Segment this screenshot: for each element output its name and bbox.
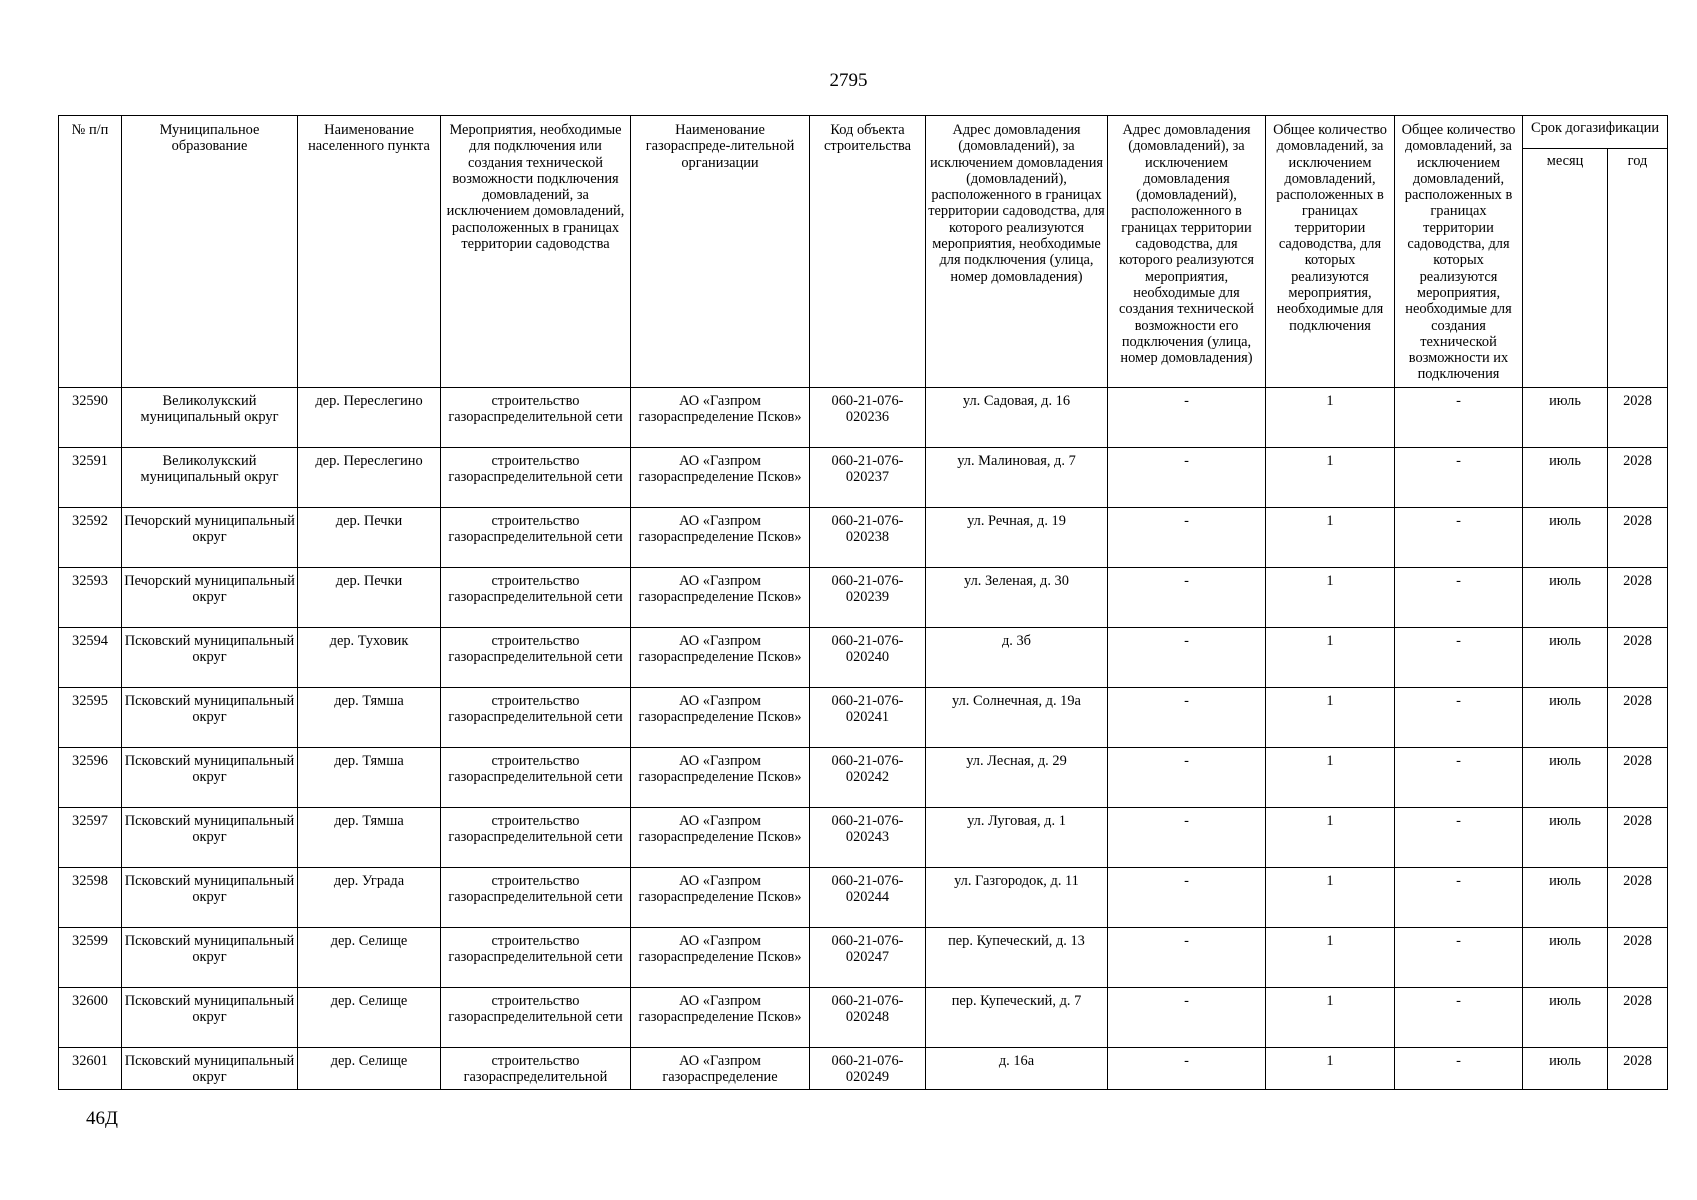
- row-municipality: Псковский муниципальный округ: [122, 628, 298, 688]
- row-measures: строительство газораспределительной сети: [441, 688, 631, 748]
- row-month: июль: [1523, 568, 1608, 628]
- row-settlement: дер. Печки: [298, 508, 441, 568]
- header-municipality: Муниципальное образование: [122, 116, 298, 388]
- row-address-tech: -: [1108, 448, 1266, 508]
- row-num: 32595: [59, 688, 122, 748]
- row-total-connect: 1: [1266, 448, 1395, 508]
- header-total-connect: Общее количество домовладений, за исключением домовладений, расположенных в границах территории садоводства, для которых реализуются мероприятия, необходимые для подключения: [1266, 116, 1395, 388]
- row-num: 32590: [59, 388, 122, 448]
- row-org: АО «Газпром газораспределение Псков»: [631, 808, 810, 868]
- row-municipality: Псковский муниципальный округ: [122, 988, 298, 1048]
- table-row: [59, 748, 1668, 808]
- row-code: 060-21-076-020244: [810, 868, 926, 928]
- row-month: июль: [1523, 1048, 1608, 1090]
- row-code: 060-21-076-020239: [810, 568, 926, 628]
- row-total-connect: 1: [1266, 748, 1395, 808]
- row-total-tech: -: [1395, 508, 1523, 568]
- row-total-connect: 1: [1266, 568, 1395, 628]
- row-measures: строительство газораспределительной сети: [441, 748, 631, 808]
- table-row: [59, 448, 1668, 508]
- table-row: [59, 388, 1668, 448]
- row-month: июль: [1523, 508, 1608, 568]
- row-year: 2028: [1608, 808, 1668, 868]
- table-header: [59, 116, 1668, 388]
- row-settlement: дер. Тямша: [298, 688, 441, 748]
- table-row: [59, 928, 1668, 988]
- row-total-tech: -: [1395, 688, 1523, 748]
- table-row: [59, 688, 1668, 748]
- row-num: 32591: [59, 448, 122, 508]
- row-code: 060-21-076-020247: [810, 928, 926, 988]
- row-total-tech: -: [1395, 748, 1523, 808]
- row-total-connect: 1: [1266, 928, 1395, 988]
- row-month: июль: [1523, 868, 1608, 928]
- row-num: 32598: [59, 868, 122, 928]
- row-address-tech: -: [1108, 928, 1266, 988]
- row-address-connect: ул. Газгородок, д. 11: [926, 868, 1108, 928]
- row-total-tech: -: [1395, 928, 1523, 988]
- row-municipality: Псковский муниципальный округ: [122, 868, 298, 928]
- row-year: 2028: [1608, 868, 1668, 928]
- row-measures: строительство газораспределительной сети: [441, 508, 631, 568]
- row-settlement: дер. Тямша: [298, 748, 441, 808]
- row-measures: строительство газораспределительной сети: [441, 628, 631, 688]
- header-address-connect: Адрес домовладения (домовладений), за исключением домовладения (домовладений), расположенного в границах территории садоводства, для которого реализуются мероприятия, необходимые для подключения (улица, номер домовладения): [926, 116, 1108, 388]
- row-code: 060-21-076-020243: [810, 808, 926, 868]
- row-settlement: дер. Селище: [298, 1048, 441, 1090]
- row-settlement: дер. Печки: [298, 568, 441, 628]
- header-month: месяц: [1523, 149, 1608, 388]
- row-settlement: дер. Селище: [298, 928, 441, 988]
- row-address-connect: д. 16а: [926, 1048, 1108, 1090]
- table-body: [59, 388, 1668, 1090]
- row-address-tech: -: [1108, 568, 1266, 628]
- row-total-tech: -: [1395, 388, 1523, 448]
- row-num: 32597: [59, 808, 122, 868]
- table-row: [59, 988, 1668, 1048]
- row-num: 32592: [59, 508, 122, 568]
- row-num: 32599: [59, 928, 122, 988]
- row-org: АО «Газпром газораспределение Псков»: [631, 688, 810, 748]
- row-month: июль: [1523, 928, 1608, 988]
- row-municipality: Псковский муниципальный округ: [122, 688, 298, 748]
- row-year: 2028: [1608, 988, 1668, 1048]
- row-municipality: Псковский муниципальный округ: [122, 748, 298, 808]
- table-row: [59, 868, 1668, 928]
- header-code: Код объекта строительства: [810, 116, 926, 388]
- row-total-connect: 1: [1266, 688, 1395, 748]
- row-address-tech: -: [1108, 1048, 1266, 1090]
- row-municipality: Печорский муниципальный округ: [122, 508, 298, 568]
- row-total-connect: 1: [1266, 988, 1395, 1048]
- gasification-table: [58, 115, 1668, 1090]
- row-org: АО «Газпром газораспределение Псков»: [631, 928, 810, 988]
- row-measures: строительство газораспределительной сети: [441, 928, 631, 988]
- row-municipality: Псковский муниципальный округ: [122, 928, 298, 988]
- row-total-tech: -: [1395, 988, 1523, 1048]
- header-address-tech: Адрес домовладения (домовладений), за исключением домовладения (домовладений), расположенного в границах территории садоводства, для которого реализуются мероприятия, необходимые для создания технической возможности его подключения (улица, номер домовладения): [1108, 116, 1266, 388]
- row-total-tech: -: [1395, 868, 1523, 928]
- row-address-tech: -: [1108, 388, 1266, 448]
- row-year: 2028: [1608, 448, 1668, 508]
- row-num: 32600: [59, 988, 122, 1048]
- row-address-tech: -: [1108, 628, 1266, 688]
- row-total-tech: -: [1395, 568, 1523, 628]
- row-code: 060-21-076-020241: [810, 688, 926, 748]
- row-month: июль: [1523, 688, 1608, 748]
- row-org: АО «Газпром газораспределение Псков»: [631, 568, 810, 628]
- table-row: [59, 508, 1668, 568]
- row-measures: строительство газораспределительной сети: [441, 868, 631, 928]
- row-year: 2028: [1608, 568, 1668, 628]
- row-total-connect: 1: [1266, 508, 1395, 568]
- row-year: 2028: [1608, 1048, 1668, 1090]
- row-municipality: Великолукский муниципальный округ: [122, 448, 298, 508]
- row-address-connect: ул. Зеленая, д. 30: [926, 568, 1108, 628]
- row-month: июль: [1523, 808, 1608, 868]
- header-row: [59, 116, 1668, 149]
- row-measures: строительство газораспределительной: [441, 1048, 631, 1090]
- row-total-connect: 1: [1266, 628, 1395, 688]
- row-code: 060-21-076-020238: [810, 508, 926, 568]
- row-address-tech: -: [1108, 508, 1266, 568]
- row-address-connect: пер. Купеческий, д. 13: [926, 928, 1108, 988]
- row-total-tech: -: [1395, 628, 1523, 688]
- row-total-connect: 1: [1266, 1048, 1395, 1090]
- row-total-tech: -: [1395, 808, 1523, 868]
- row-address-tech: -: [1108, 748, 1266, 808]
- row-year: 2028: [1608, 688, 1668, 748]
- row-num: 32593: [59, 568, 122, 628]
- row-total-connect: 1: [1266, 868, 1395, 928]
- table-row: [59, 1048, 1668, 1090]
- row-measures: строительство газораспределительной сети: [441, 448, 631, 508]
- page-number: 2795: [829, 70, 868, 91]
- row-total-tech: -: [1395, 1048, 1523, 1090]
- row-address-tech: -: [1108, 808, 1266, 868]
- row-settlement: дер. Уграда: [298, 868, 441, 928]
- header-year: год: [1608, 149, 1668, 388]
- header-settlement: Наименование населенного пункта: [298, 116, 441, 388]
- row-year: 2028: [1608, 628, 1668, 688]
- row-address-connect: ул. Малиновая, д. 7: [926, 448, 1108, 508]
- row-measures: строительство газораспределительной сети: [441, 388, 631, 448]
- row-month: июль: [1523, 388, 1608, 448]
- row-settlement: дер. Переслегино: [298, 388, 441, 448]
- row-month: июль: [1523, 748, 1608, 808]
- row-total-connect: 1: [1266, 808, 1395, 868]
- table-row: [59, 808, 1668, 868]
- header-deadline: Срок догазификации: [1523, 116, 1668, 149]
- row-settlement: дер. Тямша: [298, 808, 441, 868]
- row-address-connect: д. 3б: [926, 628, 1108, 688]
- row-address-connect: ул. Солнечная, д. 19а: [926, 688, 1108, 748]
- row-measures: строительство газораспределительной сети: [441, 568, 631, 628]
- row-year: 2028: [1608, 388, 1668, 448]
- row-municipality: Печорский муниципальный округ: [122, 568, 298, 628]
- header-num: № п/п: [59, 116, 122, 388]
- row-num: 32596: [59, 748, 122, 808]
- row-total-connect: 1: [1266, 388, 1395, 448]
- row-code: 060-21-076-020236: [810, 388, 926, 448]
- row-num: 32601: [59, 1048, 122, 1090]
- row-code: 060-21-076-020237: [810, 448, 926, 508]
- row-address-connect: ул. Луговая, д. 1: [926, 808, 1108, 868]
- row-address-tech: -: [1108, 688, 1266, 748]
- row-org: АО «Газпром газораспределение: [631, 1048, 810, 1090]
- table-row: [59, 568, 1668, 628]
- header-total-tech: Общее количество домовладений, за исключением домовладений, расположенных в границах территории садоводства, для которых реализуются мероприятия, необходимые для создания технической возможности их подключения: [1395, 116, 1523, 388]
- row-settlement: дер. Переслегино: [298, 448, 441, 508]
- row-org: АО «Газпром газораспределение Псков»: [631, 988, 810, 1048]
- row-address-connect: ул. Садовая, д. 16: [926, 388, 1108, 448]
- row-code: 060-21-076-020248: [810, 988, 926, 1048]
- row-code: 060-21-076-020242: [810, 748, 926, 808]
- row-month: июль: [1523, 448, 1608, 508]
- row-year: 2028: [1608, 748, 1668, 808]
- row-org: АО «Газпром газораспределение Псков»: [631, 868, 810, 928]
- row-municipality: Псковский муниципальный округ: [122, 808, 298, 868]
- row-org: АО «Газпром газораспределение Псков»: [631, 628, 810, 688]
- row-total-tech: -: [1395, 448, 1523, 508]
- row-month: июль: [1523, 628, 1608, 688]
- footer-code: 46Д: [86, 1108, 118, 1129]
- row-address-connect: пер. Купеческий, д. 7: [926, 988, 1108, 1048]
- row-municipality: Псковский муниципальный округ: [122, 1048, 298, 1090]
- header-org: Наименование газораспреде-лительной организации: [631, 116, 810, 388]
- row-org: АО «Газпром газораспределение Псков»: [631, 508, 810, 568]
- row-org: АО «Газпром газораспределение Псков»: [631, 448, 810, 508]
- row-address-tech: -: [1108, 868, 1266, 928]
- row-num: 32594: [59, 628, 122, 688]
- row-org: АО «Газпром газораспределение Псков»: [631, 748, 810, 808]
- row-address-connect: ул. Лесная, д. 29: [926, 748, 1108, 808]
- row-measures: строительство газораспределительной сети: [441, 808, 631, 868]
- row-settlement: дер. Селище: [298, 988, 441, 1048]
- header-measures: Мероприятия, необходимые для подключения или создания технической возможности подключения домовладений, за исключением домовладений, расположенных в границах территории садоводства: [441, 116, 631, 388]
- row-org: АО «Газпром газораспределение Псков»: [631, 388, 810, 448]
- table-row: [59, 628, 1668, 688]
- row-year: 2028: [1608, 928, 1668, 988]
- row-address-connect: ул. Речная, д. 19: [926, 508, 1108, 568]
- row-settlement: дер. Туховик: [298, 628, 441, 688]
- row-municipality: Великолукский муниципальный округ: [122, 388, 298, 448]
- row-measures: строительство газораспределительной сети: [441, 988, 631, 1048]
- row-month: июль: [1523, 988, 1608, 1048]
- row-address-tech: -: [1108, 988, 1266, 1048]
- row-code: 060-21-076-020240: [810, 628, 926, 688]
- row-code: 060-21-076-020249: [810, 1048, 926, 1090]
- row-year: 2028: [1608, 508, 1668, 568]
